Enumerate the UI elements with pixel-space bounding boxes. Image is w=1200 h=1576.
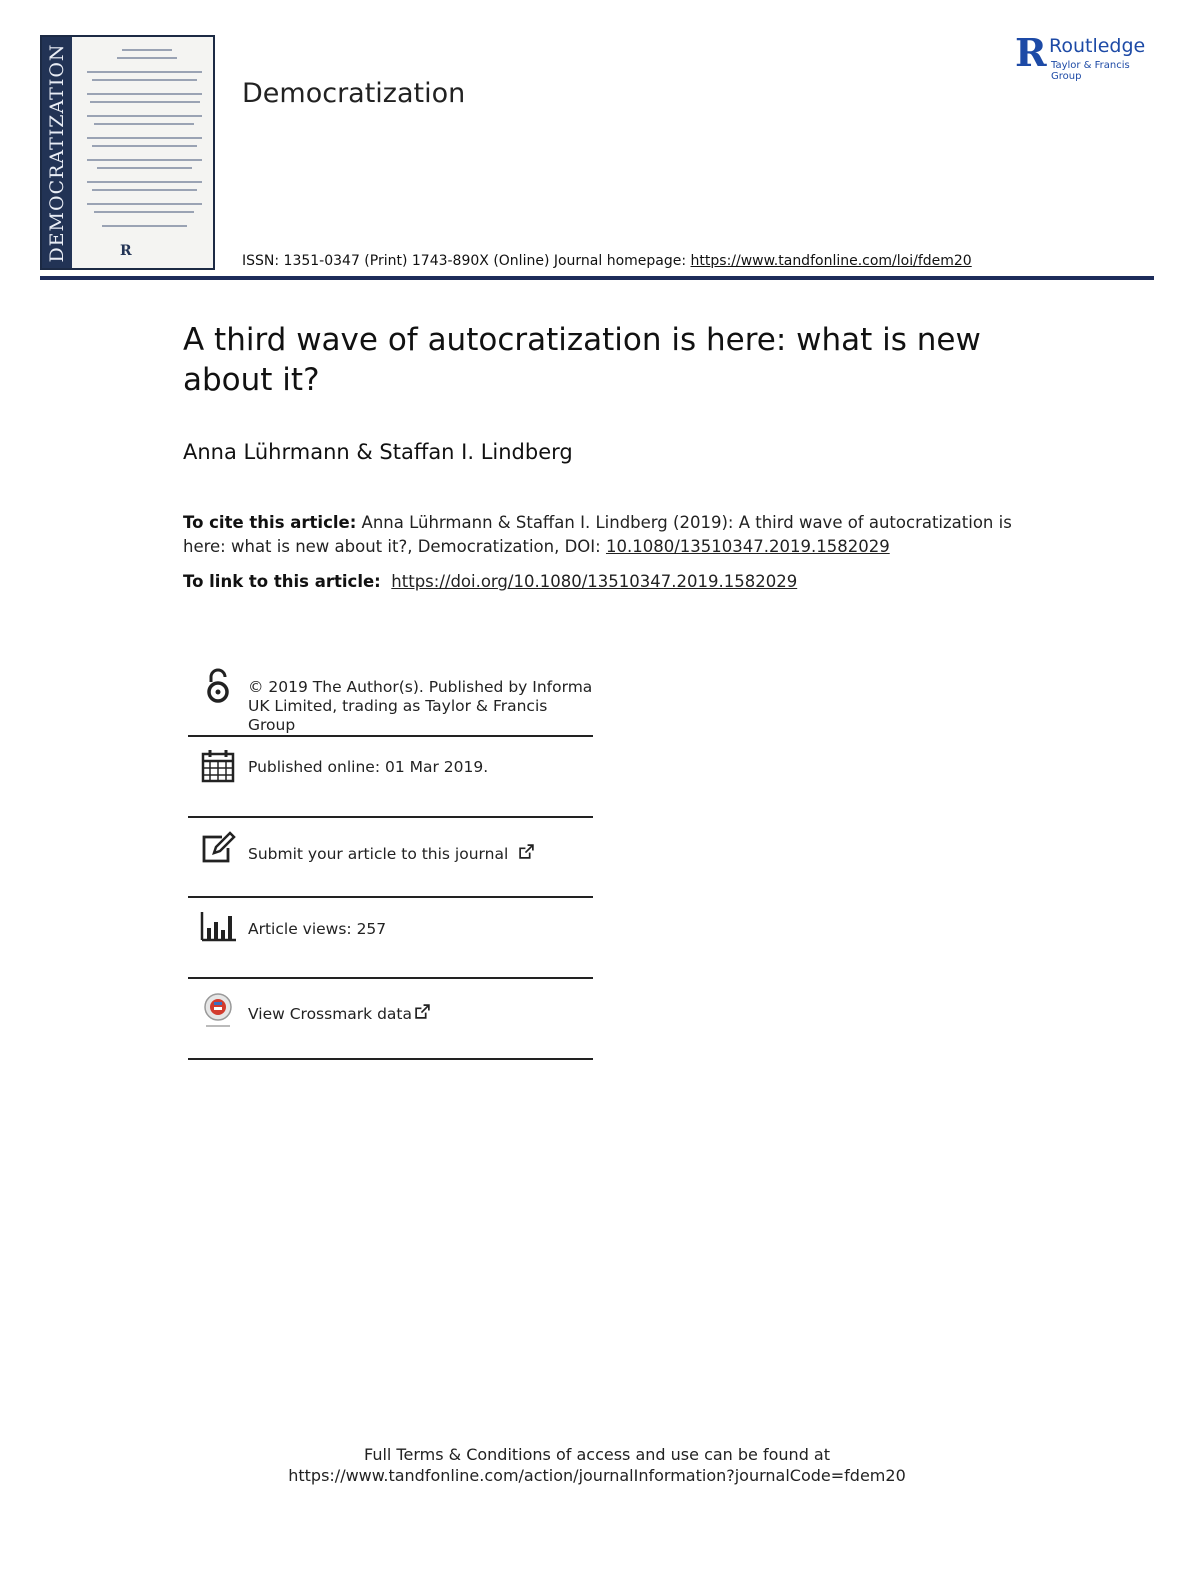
issn-text: ISSN: 1351-0347 (Print) 1743-890X (Online) Journal homepage:: [242, 253, 691, 269]
submit-article-link[interactable]: Submit your article to this journal: [248, 843, 598, 864]
external-link-icon: [414, 1003, 431, 1020]
footer-line-1: Full Terms & Conditions of access and use can be found at: [363, 1445, 831, 1464]
header-divider: [40, 276, 1154, 280]
edit-icon: [200, 830, 236, 866]
citation-block: [183, 511, 1023, 559]
bar-chart-icon: [200, 910, 236, 946]
external-link-icon: [518, 843, 535, 860]
open-access-icon: [200, 668, 236, 704]
crossmark-link[interactable]: View Crossmark data: [248, 1003, 598, 1024]
info-divider: [188, 977, 593, 979]
article-views: Article views: 257: [248, 920, 387, 938]
journal-homepage-link[interactable]: https://www.tandfonline.com/loi/fdem20: [690, 253, 972, 269]
journal-name: Democratization: [242, 78, 466, 109]
submit-row[interactable]: [188, 830, 593, 890]
cover-spine: DEMOCRATIZATION: [42, 37, 72, 268]
publisher-subtitle: Taylor & Francis Group: [1051, 60, 1130, 82]
footer-terms-link[interactable]: https://www.tandfonline.com/action/journalInformation?journalCode=fdem20: [288, 1466, 906, 1485]
doi-link[interactable]: 10.1080/13510347.2019.1582029: [605, 537, 890, 556]
link-label: To link to this article:: [183, 572, 381, 591]
article-doi-url-link[interactable]: https://doi.org/10.1080/13510347.2019.1582029: [391, 572, 798, 591]
routledge-logo: [1015, 30, 1160, 82]
published-date: Published online: 01 Mar 2019.: [248, 758, 489, 776]
routledge-r-icon: R: [1015, 30, 1047, 75]
published-row: [188, 748, 593, 808]
cover-publisher-logo: R: [120, 243, 132, 259]
copyright-row: [188, 668, 593, 736]
info-divider: [188, 1058, 593, 1060]
info-divider: [188, 896, 593, 898]
article-link-block: [183, 572, 797, 591]
info-divider: [188, 735, 593, 737]
copyright-text: © 2019 The Author(s). Published by Informa UK Limited, trading as Taylor & Francis Group: [248, 678, 593, 734]
footer-terms: [0, 1444, 1194, 1486]
issn-line: [242, 253, 972, 269]
calendar-icon: [200, 748, 236, 784]
views-row: [188, 910, 593, 970]
crossmark-icon: [200, 992, 236, 1028]
journal-cover-image: [40, 35, 215, 270]
article-title: A third wave of autocratization is here: what is new about it?: [183, 322, 981, 398]
cite-label: To cite this article:: [183, 513, 357, 532]
publisher-name: Routledge: [1049, 35, 1146, 57]
crossmark-row[interactable]: [188, 992, 593, 1052]
info-divider: [188, 816, 593, 818]
cite-text: Anna Lührmann & Staffan I. Lindberg (2019): A third wave of autocratization is here: what is new about it?, Democratization, DOI:: [183, 513, 1012, 556]
article-authors: Anna Lührmann & Staffan I. Lindberg: [183, 440, 573, 464]
